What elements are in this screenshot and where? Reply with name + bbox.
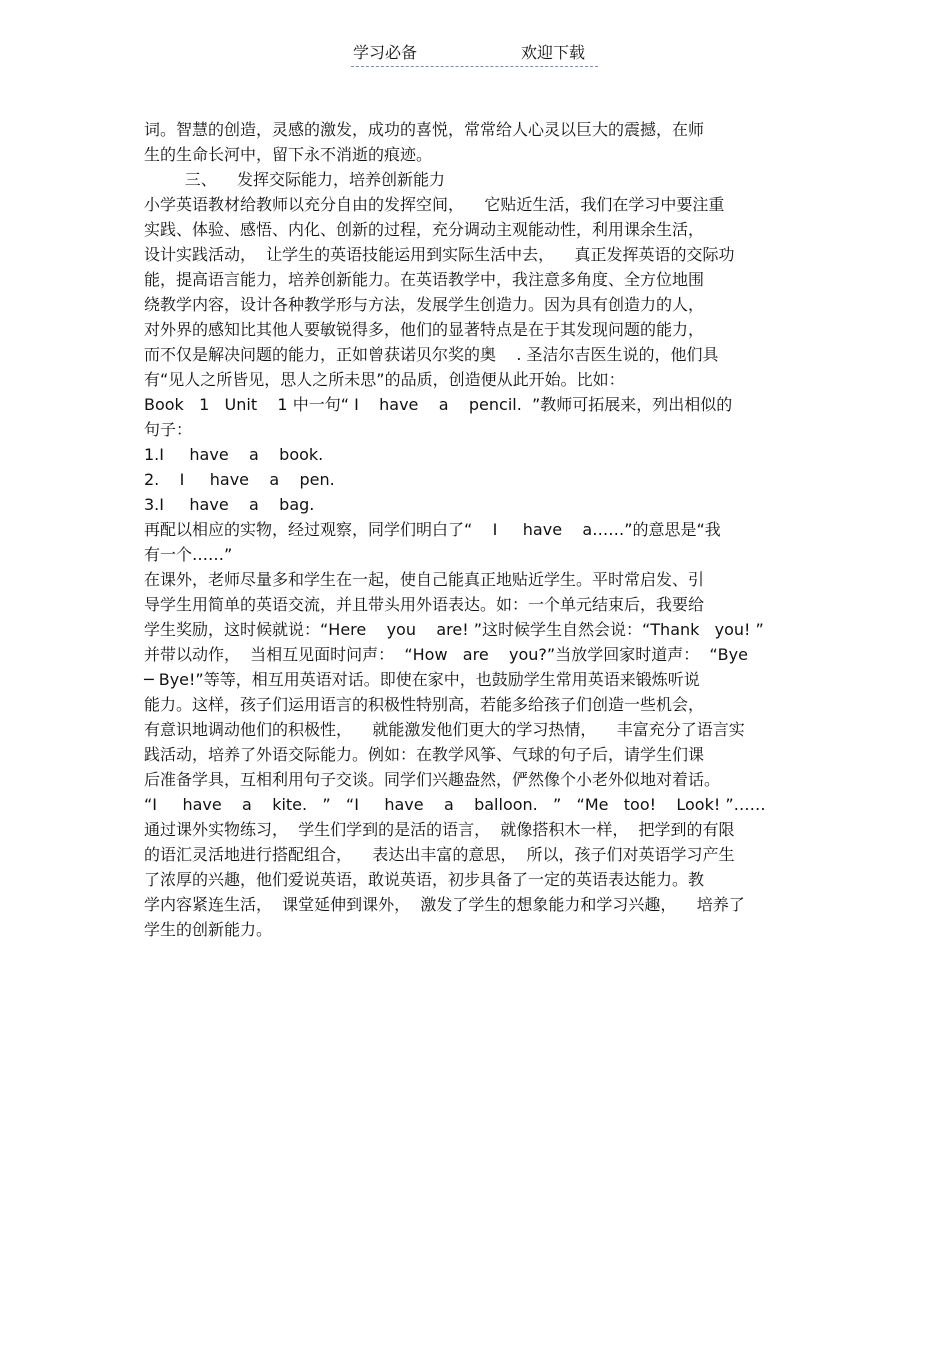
text-line: 小学英语教材给教师以充分自由的发挥空间， 它贴近生活，我们在学习中要注重 <box>144 195 725 214</box>
text-line: 学内容紧连生活， 课堂延伸到课外， 激发了学生的想象能力和学习兴趣， 培养了 <box>144 895 745 914</box>
text-line: 再配以相应的实物，经过观察，同学们明白了“ I have a……”的意思是“我 <box>144 520 721 539</box>
example-sentence: 3.I have a bag. <box>144 495 315 514</box>
text-line: 践活动，培养了外语交际能力。例如：在教学风筝、气球的句子后，请学生们课 <box>144 745 705 764</box>
text-line: 实践、体验、感悟、内化、创新的过程，充分调动主观能动性，利用课余生活， <box>144 220 705 239</box>
text-line: 有“见人之所皆见，思人之所未思”的品质，创造便从此开始。比如： <box>144 370 625 389</box>
text-line: 生的生命长河中，留下永不消逝的痕迹。 <box>144 145 433 164</box>
text-line: 导学生用简单的英语交流，并且带头用外语表达。如：一个单元结束后，我要给 <box>144 595 705 614</box>
text-line: “I have a kite. ” “I have a balloon. ” “Me too! Look! ”…… <box>144 795 766 814</box>
text-line: 对外界的感知比其他人要敏锐得多，他们的显著特点是在于其发现问题的能力， <box>144 320 705 339</box>
text-line: 通过课外实物练习， 学生们学到的是活的语言， 就像搭积木一样， 把学到的有限 <box>144 820 735 839</box>
text-line: 绕教学内容，设计各种教学形与方法，发展学生创造力。因为具有创造力的人， <box>144 295 705 314</box>
header-right-text: 欢迎下载 <box>521 43 586 62</box>
text-line: 了浓厚的兴趣，他们爱说英语，敢说英语，初步具备了一定的英语表达能力。教 <box>144 870 705 889</box>
text-line: 有意识地调动他们的积极性， 就能激发他们更大的学习热情， 丰富充分了语言实 <box>144 720 745 739</box>
text-line: 词。智慧的创造，灵感的激发，成功的喜悦，常常给人心灵以巨大的震撼，在师 <box>144 120 705 139</box>
text-line: 并带以动作， 当相互见面时问声： “How are you?”当放学回家时道声： “Bye <box>144 645 748 664</box>
section-heading: 三、 发挥交际能力，培养创新能力 <box>144 170 446 189</box>
text-line: 在课外，老师尽量多和学生在一起，使自己能真正地贴近学生。平时常启发、引 <box>144 570 705 589</box>
page-header <box>351 42 598 67</box>
text-line: 后准备学具，互相利用句子交谈。同学们兴趣盎然，俨然像个小老外似地对着话。 <box>144 770 721 789</box>
text-line: Book 1 Unit 1 中一句“ I have a pencil. ”教师可拓展来，列出相似的 <box>144 395 733 414</box>
text-line: 能力。这样，孩子们运用语言的积极性特别高，若能多给孩子们创造一些机会， <box>144 695 705 714</box>
example-sentence: 1.I have a book. <box>144 445 324 464</box>
document-body <box>144 117 824 942</box>
text-line: ─ Bye!”等等，相互用英语对话。即使在家中，也鼓励学生常用英语来锻炼听说 <box>144 670 700 689</box>
text-line: 学生奖励，这时候就说：“Here you are! ”这时候学生自然会说：“Thank you! ” <box>144 620 764 639</box>
text-line: 而不仅是解决问题的能力，正如曾获诺贝尔奖的奥 . 圣洁尔吉医生说的，他们具 <box>144 345 719 364</box>
text-line: 的语汇灵活地进行搭配组合， 表达出丰富的意思， 所以，孩子们对英语学习产生 <box>144 845 735 864</box>
text-line: 设计实践活动， 让学生的英语技能运用到实际生活中去， 真正发挥英语的交际功 <box>144 245 735 264</box>
text-line: 能，提高语言能力，培养创新能力。在英语教学中，我注意多角度、全方位地围 <box>144 270 705 289</box>
text-line: 有一个……” <box>144 545 233 564</box>
header-left-text: 学习必备 <box>353 43 418 62</box>
example-sentence: 2. I have a pen. <box>144 470 335 489</box>
text-line: 学生的创新能力。 <box>144 920 273 939</box>
text-line: 句子： <box>144 420 193 439</box>
